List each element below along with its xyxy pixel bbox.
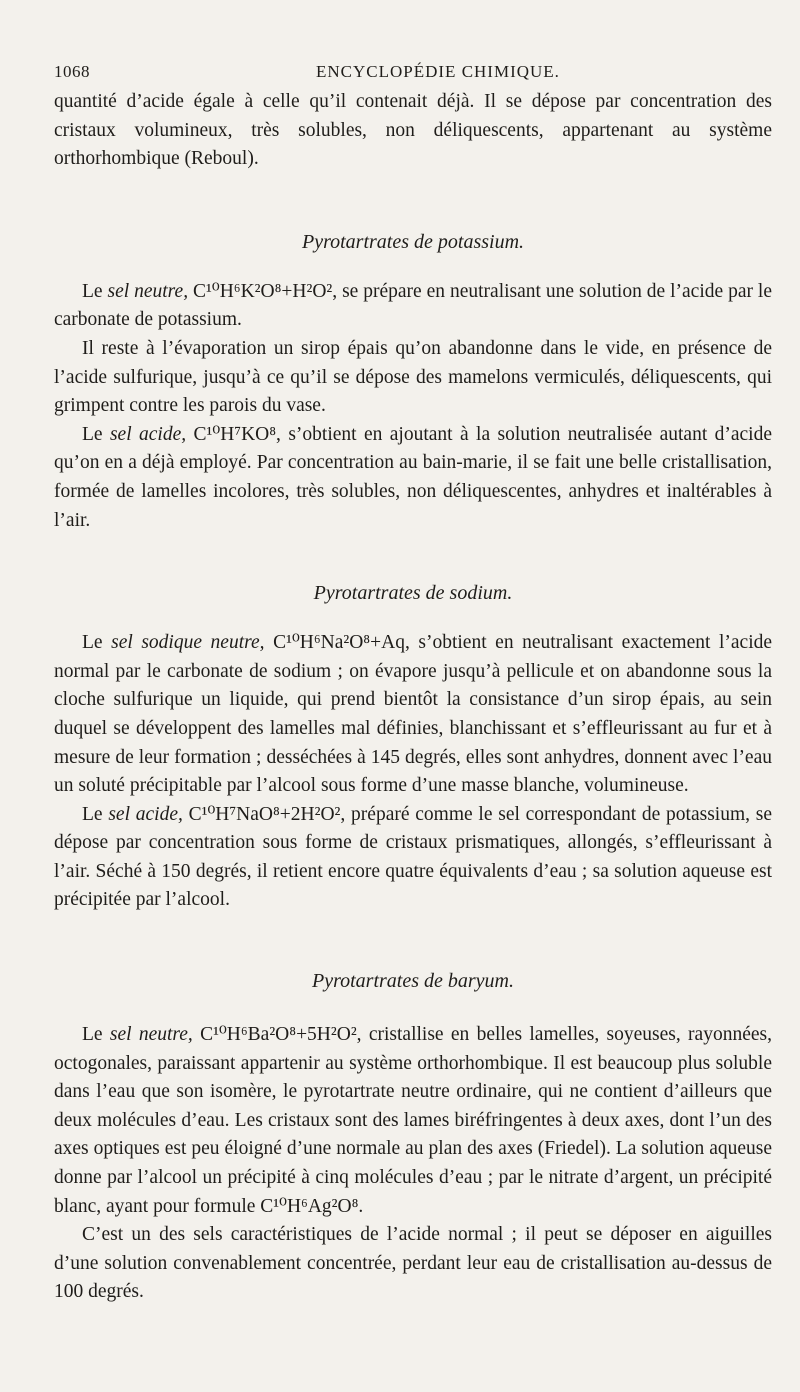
- paragraph-text: préparé comme le sel correspondant de potassium, se dépose par concentration sous forme de cristaux prismatiques, allongés, s’effleurissant à l’air. Séché à 150 degrés, il retient encore quatre équivalents d’eau ; sa solution aqueuse est précipitée par l’alcool.: [54, 803, 772, 911]
- paragraph-potassium-acid: [54, 421, 772, 535]
- paragraph-baryum-characteristic: C’est un des sels caractéristiques de l’acide normal ; il peut se déposer en aiguilles d’une solution convenablement concentrée, perdant leur eau de cristallisation au-dessus de 100 degrés.: [54, 1224, 772, 1303]
- chemical-formula: C¹⁰H⁶Na²O⁸+Aq,: [273, 632, 410, 654]
- text-prefix: Le: [82, 803, 109, 825]
- chemical-formula: C¹⁰H⁷KO⁸,: [193, 423, 281, 445]
- term-sel-acide: sel acide,: [108, 803, 183, 825]
- section-heading-sodium: Pyrotartrates de sodium.: [313, 582, 513, 605]
- paragraph-text: cristallise en belles lamelles, soyeuses, rayonnées, octogonales, paraissant appartenir au système orthorhombique. Il est beaucoup plus soluble dans l’eau que son isomère, le pyrotartrate neutre ordinaire, qui ne contient d’ailleurs que deux molécules d’eau. Les cristaux sont des lames biréfringentes à deux axes, dont l’un des axes optiques est peu éloigné d’une normale au plan des axes (Friedel). La solution aqueuse donne par l’alcool un précipité à cinq molécules d’eau ; par le nitrate d’argent, un précipité blanc, ayant pour formule C¹⁰H⁶Ag²O⁸.: [54, 1024, 772, 1217]
- paragraph-sodium-acid: [54, 801, 772, 915]
- term-sel-neutre: sel neutre,: [109, 1024, 193, 1046]
- paragraph-sodium-neutral: [54, 629, 772, 801]
- paragraph-text: se prépare en neutralisant une solution de l’acide par le carbonate de potassium.: [54, 280, 772, 331]
- running-head: [54, 58, 772, 88]
- chemical-formula: C¹⁰H⁶Ba²O⁸+5H²O²,: [200, 1024, 362, 1046]
- term-sel-neutre: sel neutre,: [107, 280, 189, 302]
- term-sel-sodique-neutre: sel sodique neutre,: [111, 632, 265, 654]
- text-prefix: Le: [82, 632, 112, 654]
- text-prefix: Le: [82, 1024, 110, 1046]
- paragraph-intro: quantité d’acide égale à celle qu’il contenait déjà. Il se dépose par concentration des cristaux volumineux, très solubles, non déliquescents, appartenant au système orthorhombique (Reboul).: [54, 91, 772, 170]
- paragraph-text: s’obtient en neutralisant exactement l’acide normal par le carbonate de sodium ; on évapore jusqu’à pellicule et on abandonne sous la cloche sulfurique un liquide, qui prend bientôt la consistance d’un sirop épais, au sein duquel se développent des lamelles mal définies, blanchissant et s’effleurissant au fur et à mesure de leur formation ; desséchées à 145 degrés, elles sont anhydres, donnent avec l’eau un soluté précipitable par l’alcool sous forme d’une masse blanche, volumineuse.: [54, 632, 773, 797]
- running-title: ENCYCLOPÉDIE CHIMIQUE.: [316, 62, 560, 81]
- text-prefix: Le: [82, 423, 110, 445]
- book-page: [54, 58, 772, 1307]
- paragraph-potassium-evaporation: Il reste à l’évaporation un sirop épais qu’on abandonne dans le vide, en présence de l’acide sulfurique, jusqu’à ce qu’il se dépose des mamelons vermiculés, déliquescents, qui grimpent contre les parois du vase.: [54, 337, 772, 417]
- paragraph-potassium-neutral: [54, 278, 772, 335]
- section-heading-potassium: Pyrotartrates de potassium.: [301, 230, 525, 253]
- chemical-formula: C¹⁰H⁷NaO⁸+2H²O²,: [188, 803, 346, 825]
- chemical-formula: C¹⁰H⁶K²O⁸+H²O²,: [193, 280, 338, 302]
- term-sel-acide: sel acide,: [109, 423, 187, 445]
- paragraph-text: s’obtient en ajoutant à la solution neutralisée autant d’acide qu’on en a déjà employé. Par concentration au bain-marie, il se fait une belle cristallisation, formée de lamelles incolores, très solubles, non déliquescentes, anhydres et inaltérables à l’air.: [54, 423, 773, 531]
- section-heading-baryum: Pyrotartrates de baryum.: [311, 970, 514, 993]
- text-prefix: Le: [82, 280, 108, 302]
- page-number: 1068: [54, 62, 90, 81]
- paragraph-baryum-neutral: [54, 1021, 772, 1221]
